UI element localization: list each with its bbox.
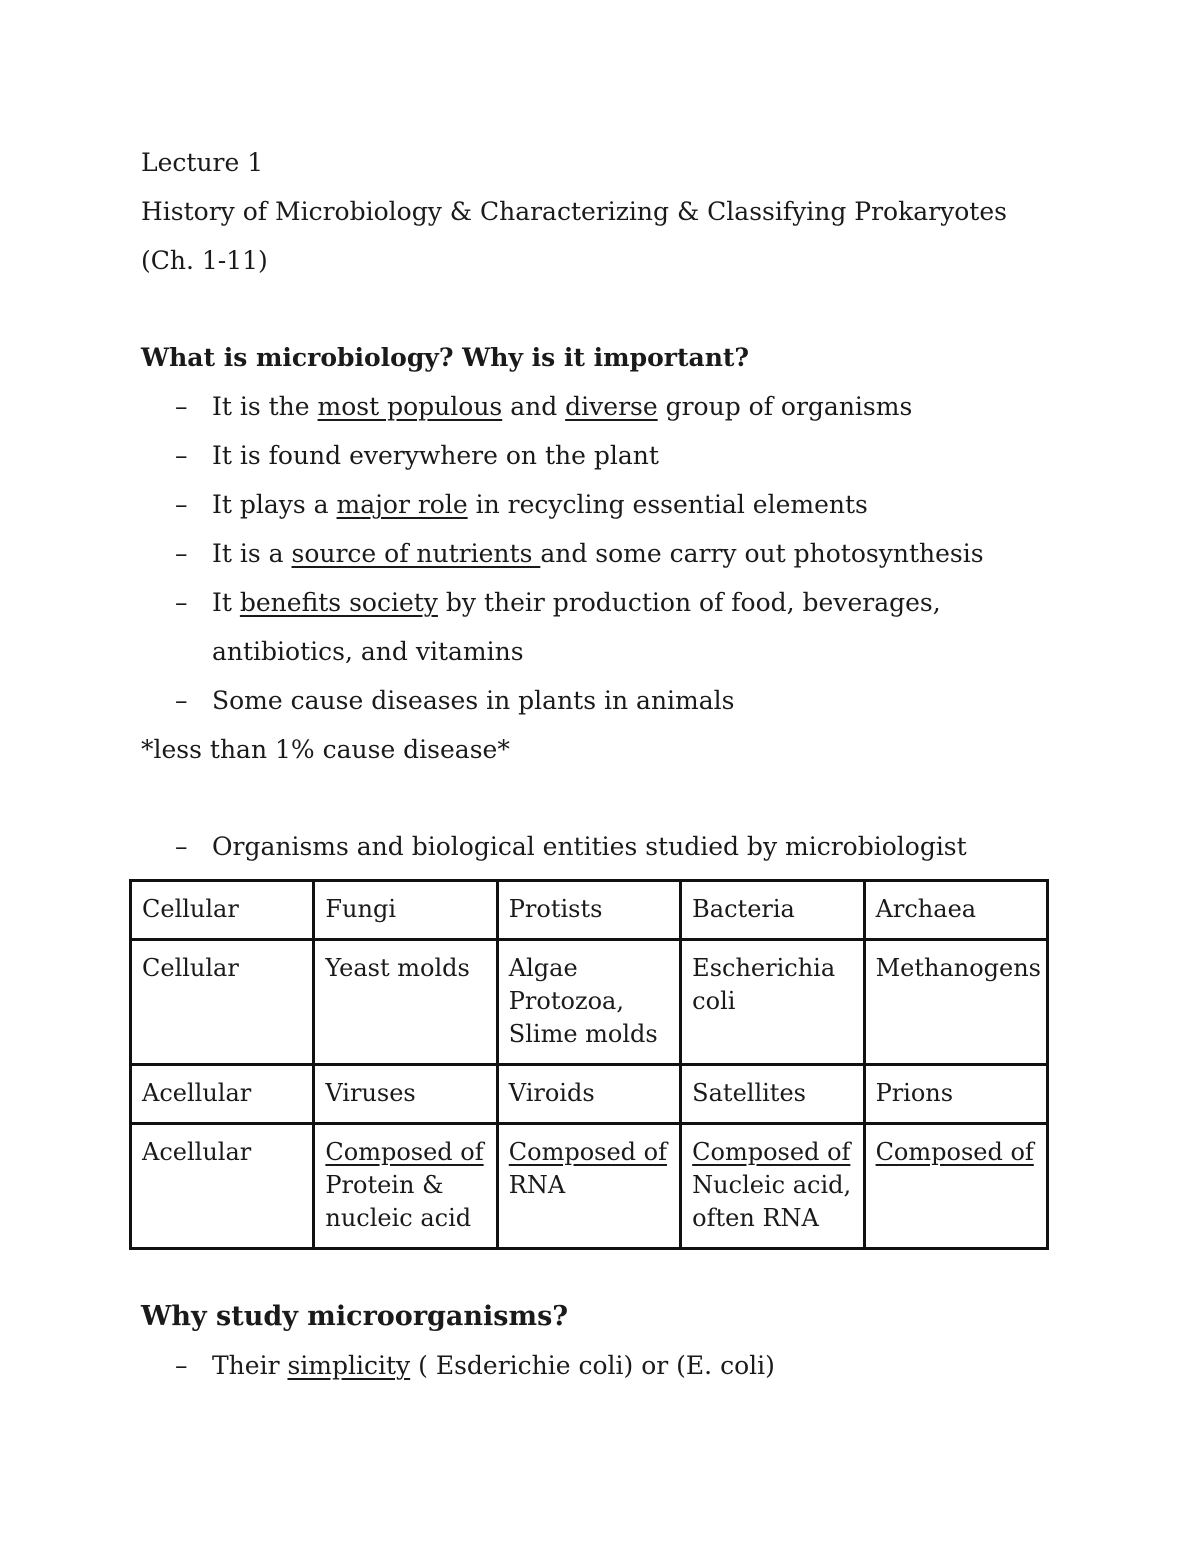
list-item: – It is a source of nutrients and some carry out photosynthesis (141, 529, 1061, 578)
dash-marker: – (175, 392, 188, 421)
list-item: – It is the most populous and diverse group of organisms (141, 382, 1061, 431)
table-cell: Protists (497, 881, 680, 940)
list-item: – Their simplicity ( Esderichie coli) or (E. coli) (141, 1341, 1061, 1390)
dash-marker: – (175, 686, 188, 715)
composed-of-label: Composed of (508, 1138, 668, 1166)
dash-marker: – (175, 832, 188, 861)
table-cell: Methanogens (864, 940, 1047, 1065)
section-heading-what-is-microbiology: What is microbiology? Why is it important? (141, 343, 750, 372)
list-item: – Some cause diseases in plants in animals (141, 676, 1061, 725)
table-cell: Yeast molds (314, 940, 497, 1065)
composed-of-label: Composed of (325, 1138, 484, 1166)
list-item: – Organisms and biological entities studied by microbiologist (141, 822, 1061, 871)
section-heading-why-study: Why study microorganisms? (141, 1301, 569, 1332)
table-cell: Viroids (497, 1065, 680, 1124)
why-study-list (141, 1341, 1061, 1390)
table-cell: Fungi (314, 881, 497, 940)
table-cell (681, 1124, 864, 1249)
table-row (131, 881, 1048, 940)
lecture-title: History of Microbiology & Characterizing & Classifying Prokaryotes (Ch. 1-11) (141, 197, 1007, 275)
table-cell: Acellular (131, 1065, 314, 1124)
table-row (131, 1065, 1048, 1124)
organisms-table (129, 879, 1049, 1250)
table-cell: Satellites (681, 1065, 864, 1124)
table-cell: Algae Protozoa, Slime molds (497, 940, 680, 1065)
cell-detail: RNA (508, 1171, 566, 1199)
cell-detail: Nucleic acid, often RNA (692, 1171, 852, 1232)
composed-of-label: Composed of (875, 1138, 1034, 1166)
disease-note: *less than 1% cause disease* (141, 735, 510, 764)
table-cell: Bacteria (681, 881, 864, 940)
importance-list (141, 382, 1061, 725)
list-item: – It plays a major role in recycling essential elements (141, 480, 1061, 529)
document-page (141, 138, 1061, 1390)
dash-marker: – (175, 490, 188, 519)
table-cell: Viruses (314, 1065, 497, 1124)
table-cell: Escherichia coli (681, 940, 864, 1065)
dash-marker: – (175, 1351, 188, 1380)
list-item: – It benefits society by their production of food, beverages, antibiotics, and vitamins (141, 578, 1042, 676)
table-cell (864, 1124, 1047, 1249)
composed-of-label: Composed of (692, 1138, 851, 1166)
dash-marker: – (175, 441, 188, 470)
table-row (131, 940, 1048, 1065)
table-intro-list (141, 822, 1061, 871)
dash-marker: – (175, 588, 188, 617)
table-cell (314, 1124, 497, 1249)
table-cell: Prions (864, 1065, 1047, 1124)
dash-marker: – (175, 539, 188, 568)
lecture-label: Lecture 1 (141, 148, 264, 177)
table-cell: Archaea (864, 881, 1047, 940)
list-item: – It is found everywhere on the plant (141, 431, 1061, 480)
table-cell: Cellular (131, 940, 314, 1065)
table-cell: Cellular (131, 881, 314, 940)
cell-detail: Protein & nucleic acid (325, 1171, 472, 1232)
table-row (131, 1124, 1048, 1249)
table-cell (497, 1124, 680, 1249)
table-cell: Acellular (131, 1124, 314, 1249)
